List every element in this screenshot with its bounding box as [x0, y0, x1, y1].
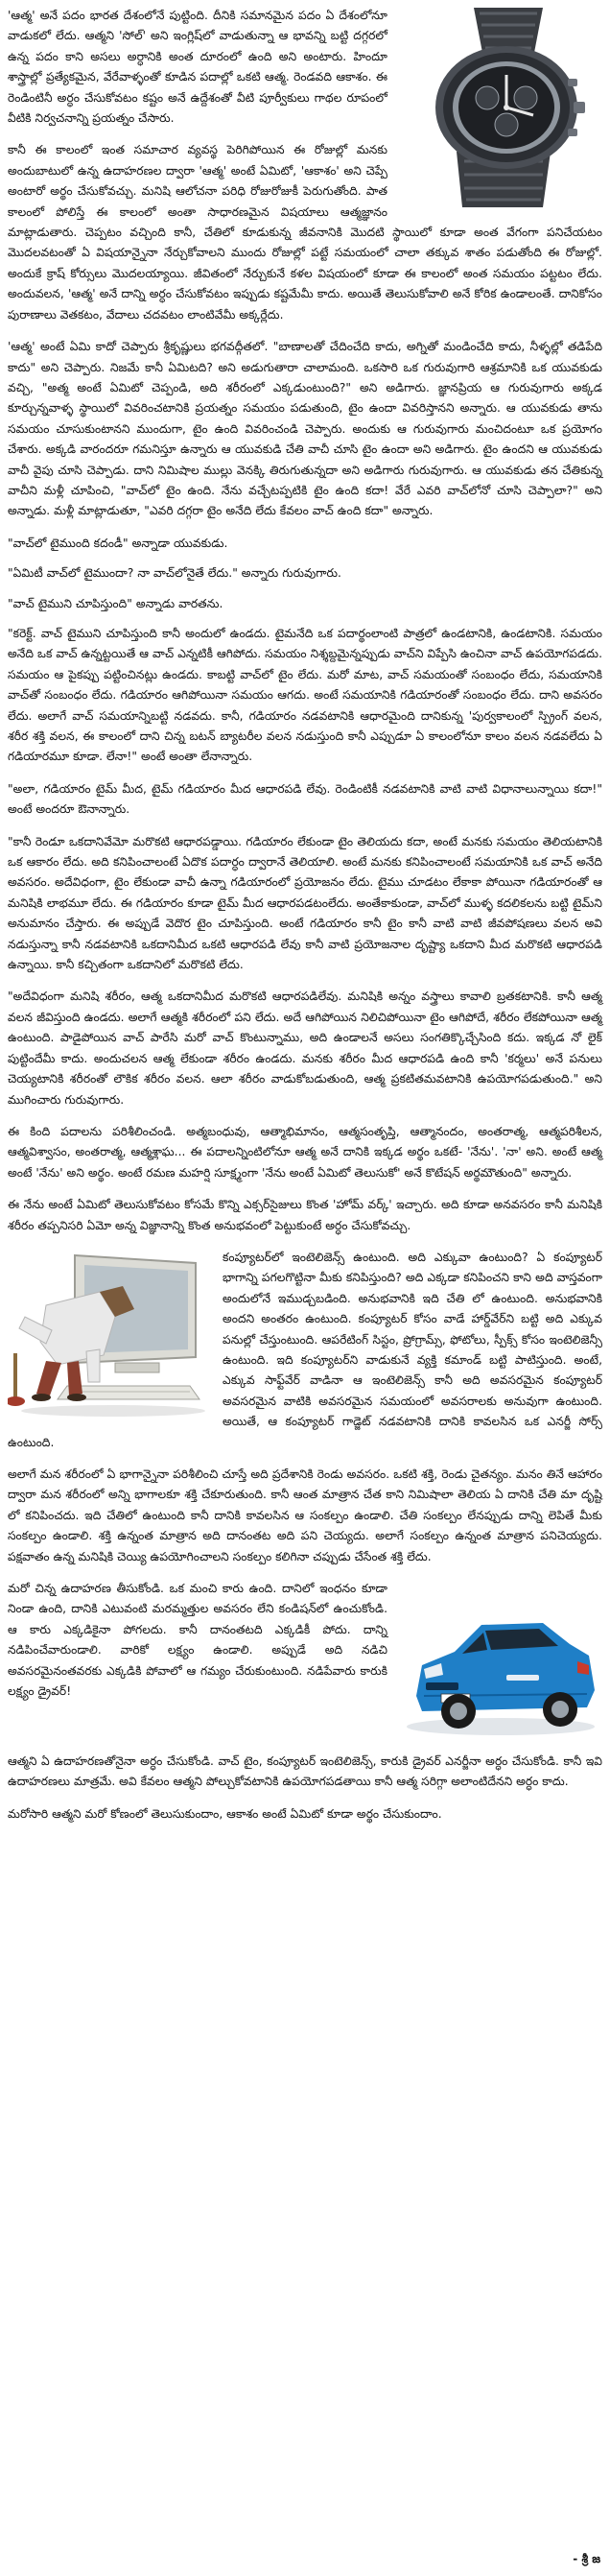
paragraph-14: అలాగే మన శరీరంలో ఏ భాగాన్నైనా పరిశీలించి చూస్తే అది ప్రదేశానికి రెండు అవసరం. ఒకటి శక్తి, రెండు చైతన్యం. మనం తినే ఆహారం ద్వారా మన శరీరంలో అన్ని భాగాలకూ శక్తి చేకూరుతుంది. కానీ ఆంత మాత్రాన చేత కాని నిమిషాలా తెలియ ఏ దానికి చేతి మా దృష్టి లో కనిపించదు. ఇది చేతిలో ఉంటుంది కానీ దానికి కావలసిన ఆ సంకల్పం ఉండాలి. చేతి సంకల్పం లేనప్పుడు దాన్ని లెపితే మీకు సంకల్పం ఉండాలి. శక్తి ఉన్నంత మాత్రాన అది దానంతట అది పని చెయ్యదు. అలాగే సంకల్పం ఉన్నంత మాత్రాన పనిచెయ్యదు. పక్షవాతం ఉన్న మనిషికి చెయ్యి ఉపయోగించాలని సంకల్పం కలిగినా చప్పుడు చేసేంత శక్తి లేదు.: [8, 1467, 602, 1563]
paragraph-2: కానీ ఈ కాలంలో ఇంత సమాచార వ్యవస్థ పెరిగిపోయిన ఈ రోజుల్లో మనకు అందుబాటులో ఉన్న ఉదాహరణల ద్వారా 'ఆత్మ' అంటే ఏమిటో, 'ఆకాశం' అని చెప్పే అంటారో అర్థం చేసుకోవచ్చు. మనిషి ఆలోచనా పరిధి రోజురోజుకీ పెరుగుతోంది. పాత కాలంలో పోలిస్తే ఈ కాలంలో అంతా సాధారణమైన విషయాలు ఆత్మజ్ఞానం మాట్లాడుతారు. చెప్పటం వచ్చింది కానీ, చేతిలో కూడుకున్న జీవనానికి మొదటి స్థాయిలో కూడా అంత వేగంగా పనిచేయటం మొదలవటంతో ఏ విషయాన్నైనా నేర్చుకోవాలని ముందు రోజుల్లో పట్టే సమయంలో చాలా తక్కువ శాతం పడుతోంది ఈ రోజుల్లో. అందుకే క్రాష్ కోర్సులు మొదలయ్యాయి. జీవితంలో నేర్చుకునే కళల విషయంలో కూడా ఈ కాలంలో అంత సమయం పట్టటం లేదు. అందువలన, 'ఆత్మ' అనే దాన్ని అర్ధం చేసుకోవటం ఇప్పుడు కష్టమేమీ కాదు. అయితే తెలుసుకోవాలి అనే కోరిక ఉండాలంతే. దానికోసం పురాణాలు వెతకటం, వేదాలు చదవటం లాంటివేమీ అక్కర్లేదు.: [8, 143, 602, 322]
paragraph-8: "అలా, గడియారం టైమ్ మీద, టైమ్ గడియారం మీద ఆధారపడి లేవు. రెండింటికీ నడవటానికి వాటి వాటి విధానాలున్నాయి కదా!" అంటే అందరూ ఔనాన్నారు.: [8, 781, 602, 817]
paragraph-15: మరో చిన్న ఉదాహరణ తీసుకోండి. ఒక మంచి కారు ఉంది. దానిలో ఇంధనం కూడా నిండా ఉంది, దానికి ఎటువంటి మరమ్మత్తుల అవసరం లేని కండిషన్‌లో ఉంచుకోండి. ఆ కారు ఎక్కడికైనా పోగలదు. కానీ దానంతటది ఎక్కడికీ పోదు. దాన్ని నడిపించేవారుండాలి. వారికో లక్ష్యం ఉండాలి. అప్పుడే అది నడిచి అవసరమైనంతవరకు ఎక్కడికి పోవాలో ఆ గమ్యం చేరుకుంటుంది. నడిపేవారు కారుకి లక్ష్యం డ్రైవర్!: [8, 1582, 387, 1699]
wristwatch-image: [399, 8, 602, 207]
paragraph-12: ఈ నేను అంటే ఏమిటో తెలుసుకోవటం కోసమే కొన్ని ఎక్సర్‌సైజులు కొంత 'హోమ్ వర్క్' ఇచ్చారు. అది కూడా అనవసరం కానీ మనిషికి శరీరం తప్పనిసరి ఏమో అన్న విజ్ఞానాన్ని కొంత అనుభవంలో పెట్టుకుంటే అర్ధం చేసుకోవచ్చు.: [8, 1198, 602, 1232]
paragraph-17: మరోసారి ఆత్మని మరో కోణంలో తెలుసుకుందాం, ఆకాశం అంటే ఏమిటో కూడా అర్థం చేసుకుందాం.: [8, 1806, 442, 1821]
paragraph-4: "వాచ్‌లో టైముంది కదండీ" అన్నాడా యువకుడు.: [8, 536, 228, 550]
paragraph-6: "వాచ్ టైముని చూపిస్తుంది" అన్నాడు వారతను.: [8, 596, 223, 610]
paragraph-3: 'ఆత్మ' అంటే ఏమి కాదో చెప్పారు శ్రీకృష్ణులు భగవద్గీతలో. "బాణాలతో చేదించేది కాదు, అగ్నితో మండించేది కాదు, నీళ్ళల్లో తడిపేది కాదు" అని చెప్పారు. నిజమే కానీ ఏమిటది? అని అడుగుతారా చాలామంది. ఒకసారి ఒక గురువుగారి ఆశ్రమానికి ఒక యువకుడు వచ్చి, "అత్మ అంటే ఏమిటో చెప్పండి, అది శరీరంలో ఎక్కడుంటుంది?" అని అడిగారు. జ్ఞానప్రియ ఆ గురువుగారు అక్కడ కూర్చున్నవాళ్ళ స్థాయిలో వివరించటానికి ప్రయత్నం సమయం పడుతుంది, టైం ఉందా వివరిస్తానని అన్నారు. ఆ యువకుడు తాను సమయం చూసుకుంటానని ముందుగా, టైం ఉంది వివరించండి చెప్పారు. అందుకు ఆ గురువుగారు మంచిదంటూ ఒక ప్రయోగం చేశారు. అక్కడి వారందరూ గమనిస్తూ ఉన్నారు ఆ యువకుడి చేతి వాచీ చూసి టైం ఉందా అని అడిగారు. టైం ఉందని ఆ యువకుడు వాచీ వైపు చూసి చెప్పాడు. దాని నిమిషాల ముల్లు వెనక్కి తిరుగుతున్నదా అని అడిగారు గురువుగారు. ఆ యువకుడు తన చేతికున్న వాచీని మళ్లీ చూపించి, "వాచ్‌లో టైం ఉంది. నేను వచ్చేటప్పటికి టైం ఉంది కదా! వేరే ఎవరి వాచ్‌లోనో చూసి చెప్పాలా?" అని అన్నాడు. మళ్లీ మాట్లాడుతూ, "ఎవరి దగ్గరా టైం అనేది లేదు కేవలం వాచ్ ఉంది కదా" అన్నారు.: [8, 340, 602, 518]
paragraph-1: 'ఆత్మ' అనే పదం భారత దేశంలోనే పుట్టింది. దీనికి సమానమైన పదం ఏ దేశంలోనూ వాడుకలో లేదు. ఆత్మని 'సోల్' అని ఇంగ్లిష్‌లో వాడుతున్నా ఆ భావన్ని బట్టి దగ్గరలో ఉన్న పదం కాని అసలు అర్ధానికి అంత దూరంలో ఉంది అని అంటారు. హిందూ శాస్త్రాల్లో ప్రత్యేకమైన, వేరేవాళ్ళంతో కూడిన పదాల్లో ఒకటి ఆత్మ. రెండవది ఆకాశం. ఈ రెండింటినీ అర్ధం చేసుకోవటం కష్టం అనే ఉద్దేశంతో వీటి పూర్వీకులు గాథల రూపంలో వీటికి నిర్వచనాన్ని ప్రయత్నం చేసారు.: [8, 9, 387, 126]
paragraph-16: ఆత్మని ఏ ఉదాహరణతోనైనా అర్ధం చేసుకోండి. వాచ్ టైం, కంప్యూటర్ ఇంటెలిజెన్స్, కారుకి డ్రైవర్ ఎనర్జీనా అర్ధం చేసుకోండి. కానీ ఇవి ఉదాహరణలు మాత్రమే. అవి కేవలం ఆత్మని పోల్చుకోవటానికి ఉపయోగపడతాయి కానీ ఆత్మ సరిగ్గా అలాంటిదేనని అర్ధం కాదు.: [8, 1754, 602, 1789]
paragraph-5: "ఏమిటీ వాచ్‌లో టైముందా? నా వాచ్‌లోనైతే లేదు." అన్నారు గురువుగారు.: [8, 566, 341, 581]
computer-person-image: [8, 1250, 211, 1419]
paragraph-7: "కరెక్ట్. వాచ్ టైముని చూపిస్తుంది కానీ అందులో ఉండదు. టైమనేది ఒక పదార్థంలాంటి పాత్రలో ఉండటానికి, ఉండటానికి. సమయం అనేది ఒక వాచ్ ఉన్నట్టయితే ఆ వాచ్ ఎన్నటికీ ఆగిపోదు. సమయం నిశ్శబ్దమైన్నప్పుడు వాచ్‌ని విప్పేసి ఉంచినా వాచ్ ఉపయోగపడదు. సమయం ఆ పైకప్పు పట్టించినట్లు ఉండదు. కాబట్టి వాచ్‌లో టైం లేదు. మరో మాట, వాచ్ సమయంతో సంబంధం లేదు, సమయానికి వాచ్‌తో సంబంధం లేదు. గడియారం ఆగిపోయినా సమయం ఆగదు. అంటే సమయానికి గడియారంతో సంబంధం లేదు. దాని అవసరం లేదు. అలాగే వాచ్ సమయాన్నిబట్టి నడవదు. కానీ, గడియారం నడవటానికి ఆధారమైంది దానికున్న 'పుర్వకాలంలో స్ప్రింగ్ వలన, శరీర శక్తి వలన, ఈ కాలంలో దాని చిన్న బటన్ బ్యాటరీల వలన నడుస్తుంది కానీ ఎప్పుడూ ఏ కాలంలోనూ కాలం వలన నడవలేదు ఏ గడియారమూ కూడా. లేనా!" అంటే అంతా లేనాన్నారు.: [8, 626, 602, 764]
paragraph-13: కంప్యూటర్‌లో ఇంటెలిజెన్స్ ఉంటుంది. అది ఎక్కువా ఉంటుంది? ఏ కంప్యూటర్ భాగాన్ని పగలగొట్టినా మీకు కనిపిస్తుంది? అది ఎక్కడా కనిపించని కాని అది వాస్తవంగా అందులోనే ఇముడ్చబడింది. అనుభవానికి ఇది చేతి లో ఉంటుంది. అనుభవానికి అందని అంతరం ఉంటుంది. కంప్యూటర్ కోసం వాడే హార్డ్‌వేర్‌ని బట్టి అది ఎక్కువ పనుల్లో చేస్తుంటుంది. ఆపరేటింగ్ సిస్టం, ప్రోగ్రామ్స్, ఫోటోలు, స్పీక్స్ కోసం ఇంటెలిజెన్సీ ఉంటుంది. ఇది కంప్యూటర్‌ని వాడుకునే వ్యక్తి కమాండ్ బట్టి పాటిస్తుంది. అంటే, ఎక్కువ సాఫ్ట్‌వేర్ వాడినా ఆ ఇంటెలిజెన్స్ కానీ అది అవసరమైన కంప్యూటర్ అవసరమైన వాటికి అవసరమైన సమయంలో అవసరాలకు అనువుగా ఉంటుంది. అయితే, ఆ కంప్యూటర్ గాడ్జెట్ నడవటానికి దానికి కావలసిన ఒక ఎనర్జీ సోర్స్ ఉంటుంది.: [8, 1250, 602, 1449]
author-signature: - శ్రీ జ: [573, 2552, 600, 2565]
blue-car-image: [399, 1583, 602, 1746]
paragraph-11: ఈ కింది పదాలను పరిశీలించండి. అత్మబంధువు, ఆత్మాభిమానం, ఆత్మసంతృప్తి, ఆత్మానందం, అంతరాత్మ, ఆత్మపరిశీలన, ఆత్మవిశ్వాసం, అంతరాత్మ, ఆత్మశ్లాఘ... ఈ పదాలన్నింటిలోనూ ఆత్మ అనే దానికి ఇక్కడ అర్థం ఒకటే- 'నేను'. 'నా' అని. అంటే ఆత్మ అంటే 'నేను' అని అర్థం. అంటే రమణ మహర్షి సూక్ష్మంగా 'నేను అంటే ఏమిటో తెలుసుకో' అనే కొటేషన్ అర్థమౌతుంది" అన్నారు.: [8, 1124, 602, 1180]
paragraph-10: "అదేవిధంగా మనిషి శరీరం, ఆత్మ ఒకదానిమీద మరొకటి ఆధారపడిలేవు. మనిషికి అన్నం వస్త్రాలు కావాలి బ్రతకటానికి. కానీ ఆత్మ వలన జీవిస్తుంది ఉండదు. అలాగే ఆత్మకి శరీరంలో పని లేదు. అదే ఆగిపోయిన నిలిచిపోయినా టైం ఆగిపోదే, శరీరం లేకపోయినా ఆత్మ ఉంటుంది. పాడైపోయిన వాచ్ పారేసి మరో వాచ్ కొంటున్నాము, అది ఉండాలనే అసలు సంగతిక్కొచ్చేసింది కదు. ఇక్కడ నో లైక్ పుట్టిందేమీ కాదు. అందుచలన ఆత్మ లేకుండా శరీరం ఉండదు. మనకు శరీరం మీద ఆధారపడి ఉంది కానీ 'కర్మలు' అనే పనులు చెయ్యటానికి శరీరంతో లౌకిక శరీరం వలన. ఆలా శరీరం వాడుకోబడుతుంది, ఆత్మ ప్రకటితమవటానికి ఉపయోగపడుతుంది." అని ముగించారు గురువుగారు.: [8, 990, 603, 1107]
paragraph-9: "కానీ రెండూ ఒకదానివేమో మరొకటి ఆధారపడ్డాయి. గడియారం లేకుండా టైం తెలియదు కదా, అంటే మనకు సమయం తెలియటానికి ఒక ఆకారం లేదు. అది కనిపించాలంటే ఏదొక పదార్ధం ద్వారానే తెలియాలి. అంటే మనకు కనిపించాలంటే సమయానికి ఒక వాచ్ అనేది అవసరం. అదేవిధంగా, టైం లేకుండా వాచీ ఉన్నా గడియారంలో ప్రయోజనం లేదు. టైము చూడటం లేకాకా పోయినా గడియారంతో ఆ మనిషికి లాభమూ లేదు. ఈ గడియారం కూడా టైమ్ మీద ఆధారపడటంలేదు. అంతేకాకుండా, వాచ్‌లో ముళ్ళ కదలికలను బట్టి టైమ్‌ని అనుమానం చేస్తారు. ఈ అప్పుడే వెదొర టైం చూపిస్తుంది. అంటే గడియారం కానీ టైం కానీ వాటి వాటి జీవపోషణలు వలన అవి నడుస్తున్నా కానీ నడవటానికి ఒకదానిమీద ఒకటి ఆధారపడి లేవు కానీ వాటి ప్రయోజనాల దృష్ట్యా ఒకదాని మీద మరొకటి ఆధారపడి ఉన్నాయి. కానీ కచ్చితంగా ఒకదానిలో మరొకటి లేదు.: [8, 834, 602, 972]
